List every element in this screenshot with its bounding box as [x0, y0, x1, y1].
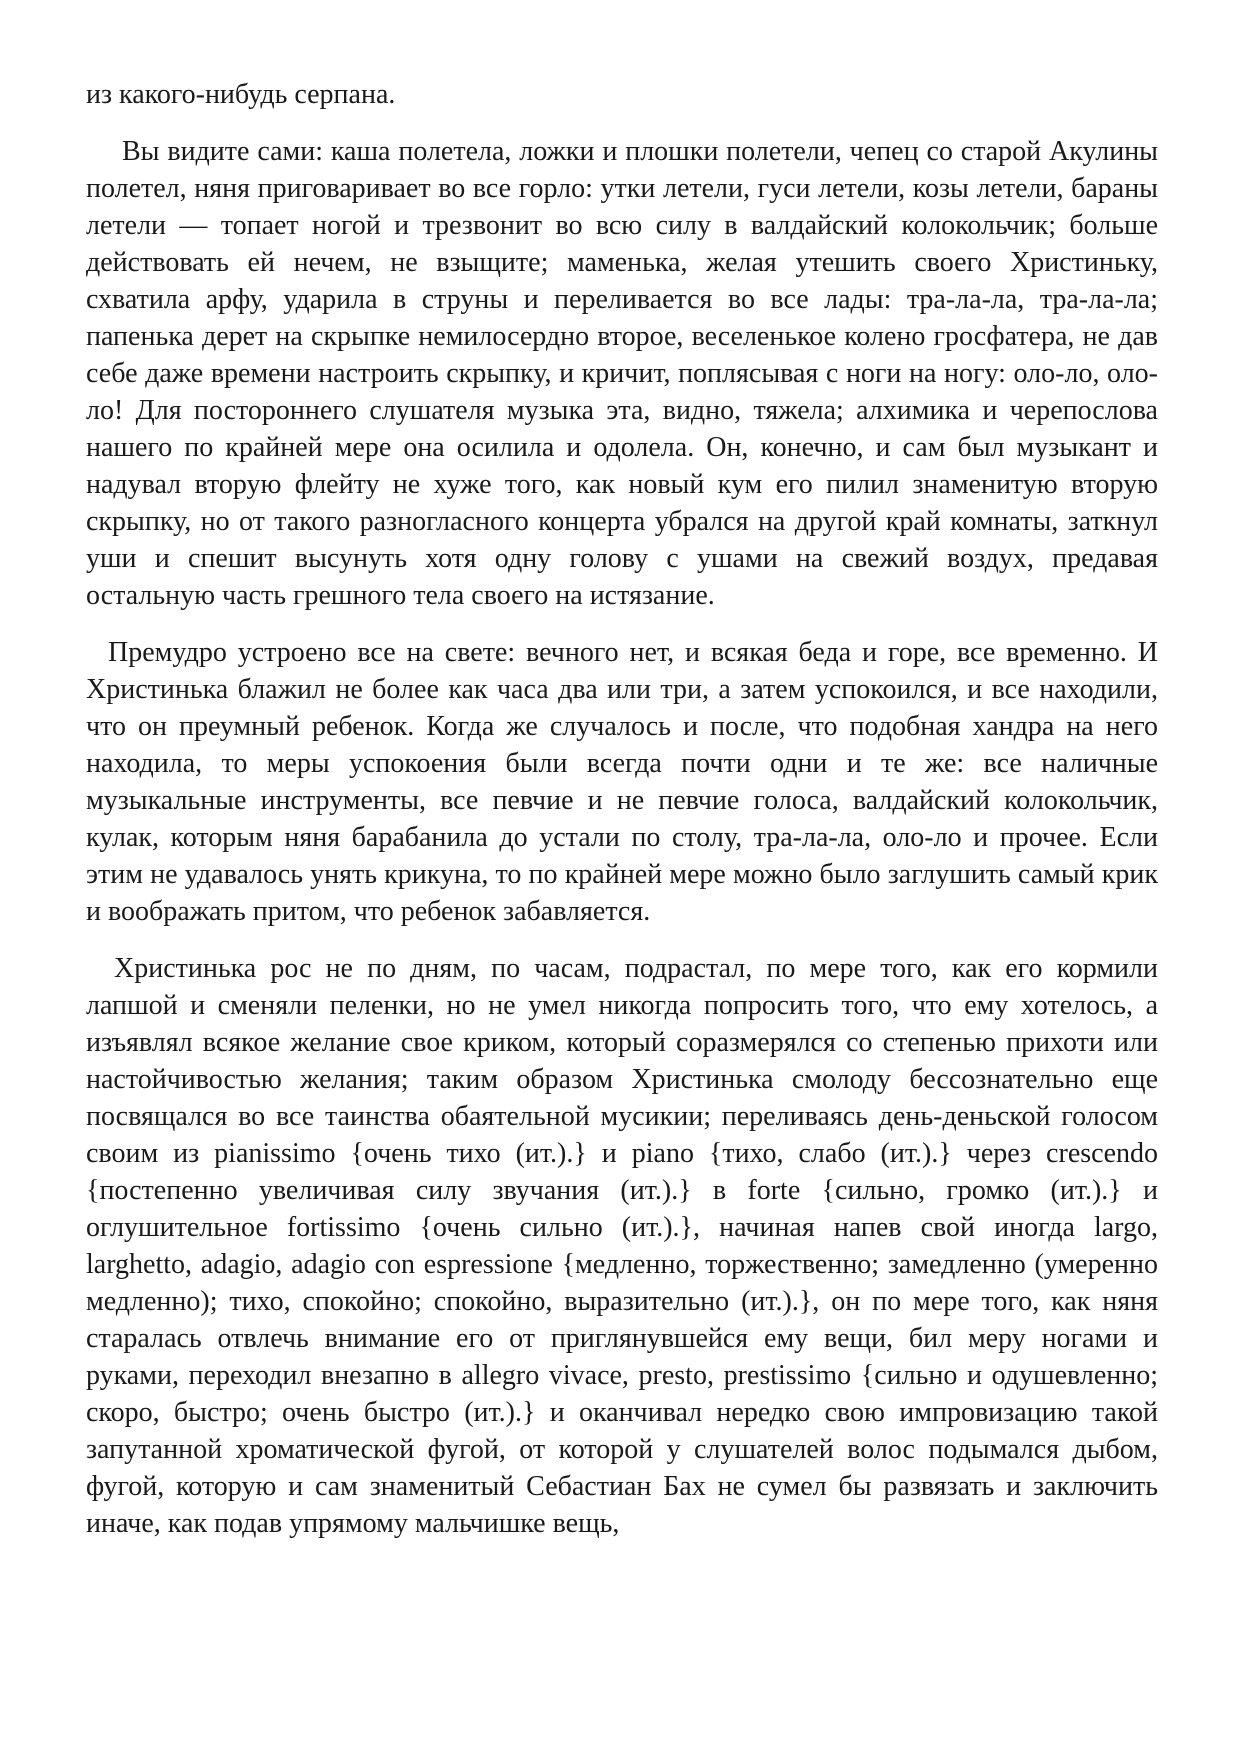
paragraph: Вы видите сами: каша полетела, ложки и плошки полетели, чепец со старой Акулины полетел, няня приговаривает во все горло: утки летели, гуси летели, козы летели, бараны летели — топает ногой и трезвонит во всю силу в валдайский колокольчик; больше действовать ей нечем, не взыщите; маменька, желая утешить своего Христиньку, схватила арфу, ударила в струны и переливается во все лады: тра-ла-ла, тра-ла-ла; папенька дерет на скрыпке немилосердно второе, веселенькое колено гросфатера, не дав себе даже времени настроить скрыпку, и кричит, поплясывая с ноги на ногу: оло-ло, оло-ло! Для постороннего слушателя музыка эта, видно, тяжела; алхимика и черепослова нашего по крайней мере она осилила и одолела. Он, конечно, и сам был музыкант и надувал вторую флейту не хуже того, как новый кум его пилил знаменитую вторую скрыпку, но от такого разногласного концерта убрался на другой край комнаты, заткнул уши и спешит высунуть хотя одну голову с ушами на свежий воздух, предавая остальную часть грешного тела своего на истязание.: [86, 136, 1158, 611]
paragraph: Христинька рос не по дням, по часам, подрастал, по мере того, как его кормили лапшой и сменяли пеленки, но не умел никогда попросить того, что ему хотелось, а изъявлял всякое желание свое криком, который соразмерялся со степенью прихоти или настойчивостью желания; таким образом Христинька смолоду бессознательно еще посвящался во все таинства обаятельной мусикии; переливаясь день-деньской голосом своим из pianissimo {очень тихо (ит.).} и piano {тихо, слабо (ит.).} через crescendo {постепенно увеличивая силу звучания (ит.).} в forte {сильно, громко (ит.).} и оглушительное fortissimo {очень сильно (ит.).}, начиная напев свой иногда largo, larghetto, adagio, adagio con espressione {медленно, торжественно; замедленно (умеренно медленно); тихо, спокойно; спокойно, выразительно (ит.).}, он по мере того, как няня старалась отвлечь внимание его от приглянувшейся ему вещи, бил меру ногами и руками, переходил внезапно в allegro vivace, presto, prestissimo {сильно и одушевленно; скоро, быстро; очень быстро (ит.).} и оканчивал нередко свою импровизацию такой запутанной хроматической фугой, от которой у слушателей волос подымался дыбом, фугой, которую и сам знаменитый Себастиан Бах не сумел бы развязать и заключить иначе, как подав упрямому мальчишке вещь,: [86, 953, 1158, 1539]
paragraph: Премудро устроено все на свете: вечного нет, и всякая беда и горе, все временно. И Христинька блажил не более как часа два или три, а затем успокоился, и все находили, что он преумный ребенок. Когда же случалось и после, что подобная хандра на него находила, то меры успокоения были всегда почти одни и те же: все наличные музыкальные инструменты, все певчие и не певчие голоса, валдайский колокольчик, кулак, которым няня барабанила до устали по столу, тра-ла-ла, оло-ло и прочее. Если этим не удавалось унять крикуна, то по крайней мере можно было заглушить самый крик и воображать притом, что ребенок забавляется.: [86, 637, 1158, 927]
document-page: [86, 76, 1158, 1542]
paragraph-continuation: из какого-нибудь серпана.: [86, 79, 396, 110]
